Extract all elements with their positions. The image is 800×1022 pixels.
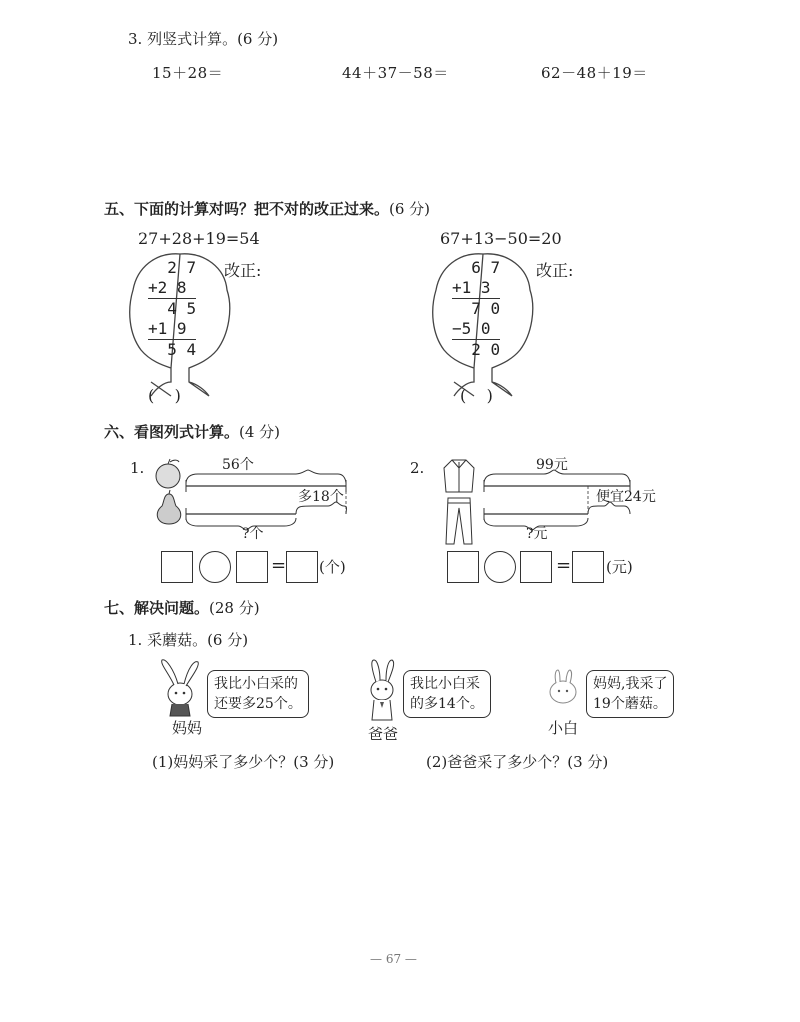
left-row-2: +2 8 (148, 278, 187, 297)
p1-unit: (个) (319, 558, 346, 576)
right-equation: 67+13−50=20 (440, 229, 562, 248)
jacket-icon (442, 458, 476, 494)
p2-operator-circle[interactable] (484, 551, 516, 583)
page-number: — 67 — (370, 952, 417, 966)
section-5-heading (104, 198, 430, 219)
bubble-1-line-1: 我比小白采的 (214, 676, 298, 692)
speaker-1-name: 妈妈 (172, 719, 203, 737)
q1-title: 1. 采蘑菇。(6 分) (128, 631, 249, 649)
left-correction-label: 改正: (224, 261, 262, 280)
right-row-1: 6 7 (452, 258, 501, 277)
p2-unit: (元) (606, 558, 633, 576)
p1-answer-box-1[interactable] (161, 551, 193, 583)
right-row-5: 2 0 (452, 340, 501, 359)
section-5-title: 五、下面的计算对吗？把不对的改正过来。 (104, 200, 390, 218)
sub-question-1: (1)妈妈采了多少个？(3 分) (152, 753, 335, 771)
section-7-title: 七、解决问题。 (104, 599, 210, 617)
section-6-heading (104, 421, 280, 442)
p1-answer-box-3[interactable] (286, 551, 318, 583)
bubble-2-line-2: 的多14个。 (410, 696, 484, 712)
right-row-2: +1 3 (452, 278, 491, 297)
speech-bubble-xiaobai (586, 670, 674, 718)
p1-top-label: 56个 (222, 457, 254, 473)
pear-icon (154, 490, 186, 526)
p1-equals: = (271, 555, 287, 576)
speech-bubble-mother (207, 670, 309, 718)
p2-answer-box-3[interactable] (572, 551, 604, 583)
speaker-3-name: 小白 (548, 719, 579, 737)
p2-equals: = (556, 555, 572, 576)
rabbit-mother-icon (156, 658, 204, 718)
p1-bottom-label: ?个 (242, 526, 264, 542)
left-answer-paren[interactable]: ( ) (148, 386, 181, 405)
left-row-4: +1 9 (148, 319, 187, 338)
p2-answer-box-1[interactable] (447, 551, 479, 583)
expression-2: 44＋37－58＝ (342, 64, 449, 82)
left-row-5: 5 4 (148, 340, 197, 359)
problem-2-number: 2. (410, 459, 425, 477)
bubble-2-line-1: 我比小白采 (410, 676, 480, 692)
bubble-3-line-2: 19个蘑菇。 (593, 696, 667, 712)
problem-1-number: 1. (130, 459, 145, 477)
section-7-heading (104, 597, 260, 618)
bubble-1-line-2: 还要多25个。 (214, 696, 302, 712)
right-row-4: −5 0 (452, 319, 491, 338)
left-row-1: 2 7 (148, 258, 197, 277)
speaker-2-name: 爸爸 (368, 725, 399, 743)
expression-3: 62－48＋19＝ (541, 64, 648, 82)
right-answer-paren[interactable]: ( ) (460, 386, 493, 405)
p2-top-label: 99元 (536, 457, 568, 473)
rabbit-father-icon (360, 658, 404, 722)
p1-answer-box-2[interactable] (236, 551, 268, 583)
bubble-3-line-1: 妈妈,我采了 (593, 676, 668, 692)
right-correction-label: 改正: (536, 261, 574, 280)
expression-1: 15＋28＝ (152, 64, 224, 82)
left-equation: 27+28+19=54 (138, 229, 260, 248)
p1-operator-circle[interactable] (199, 551, 231, 583)
section-6-score: (4 分) (239, 423, 281, 441)
p2-bottom-label: ?元 (526, 526, 548, 542)
p2-answer-box-2[interactable] (520, 551, 552, 583)
question-3-title: 3. 列竖式计算。(6 分) (128, 30, 279, 48)
apple-icon (154, 458, 186, 492)
left-vertical-calc (148, 258, 196, 360)
section-5-score: (6 分) (389, 200, 431, 218)
p2-side-label: 便宜24元 (596, 489, 656, 505)
section-7-score: (28 分) (209, 599, 260, 617)
right-row-3: 7 0 (452, 299, 501, 318)
trousers-icon (444, 496, 474, 546)
speech-bubble-father (403, 670, 491, 718)
right-vertical-calc (452, 258, 500, 360)
section-6-title: 六、看图列式计算。 (104, 423, 240, 441)
left-row-3: 4 5 (148, 299, 197, 318)
rabbit-xiaobai-icon (544, 668, 582, 708)
sub-question-2: (2)爸爸采了多少个？(3 分) (426, 753, 609, 771)
p1-side-label: 多18个 (298, 489, 344, 505)
